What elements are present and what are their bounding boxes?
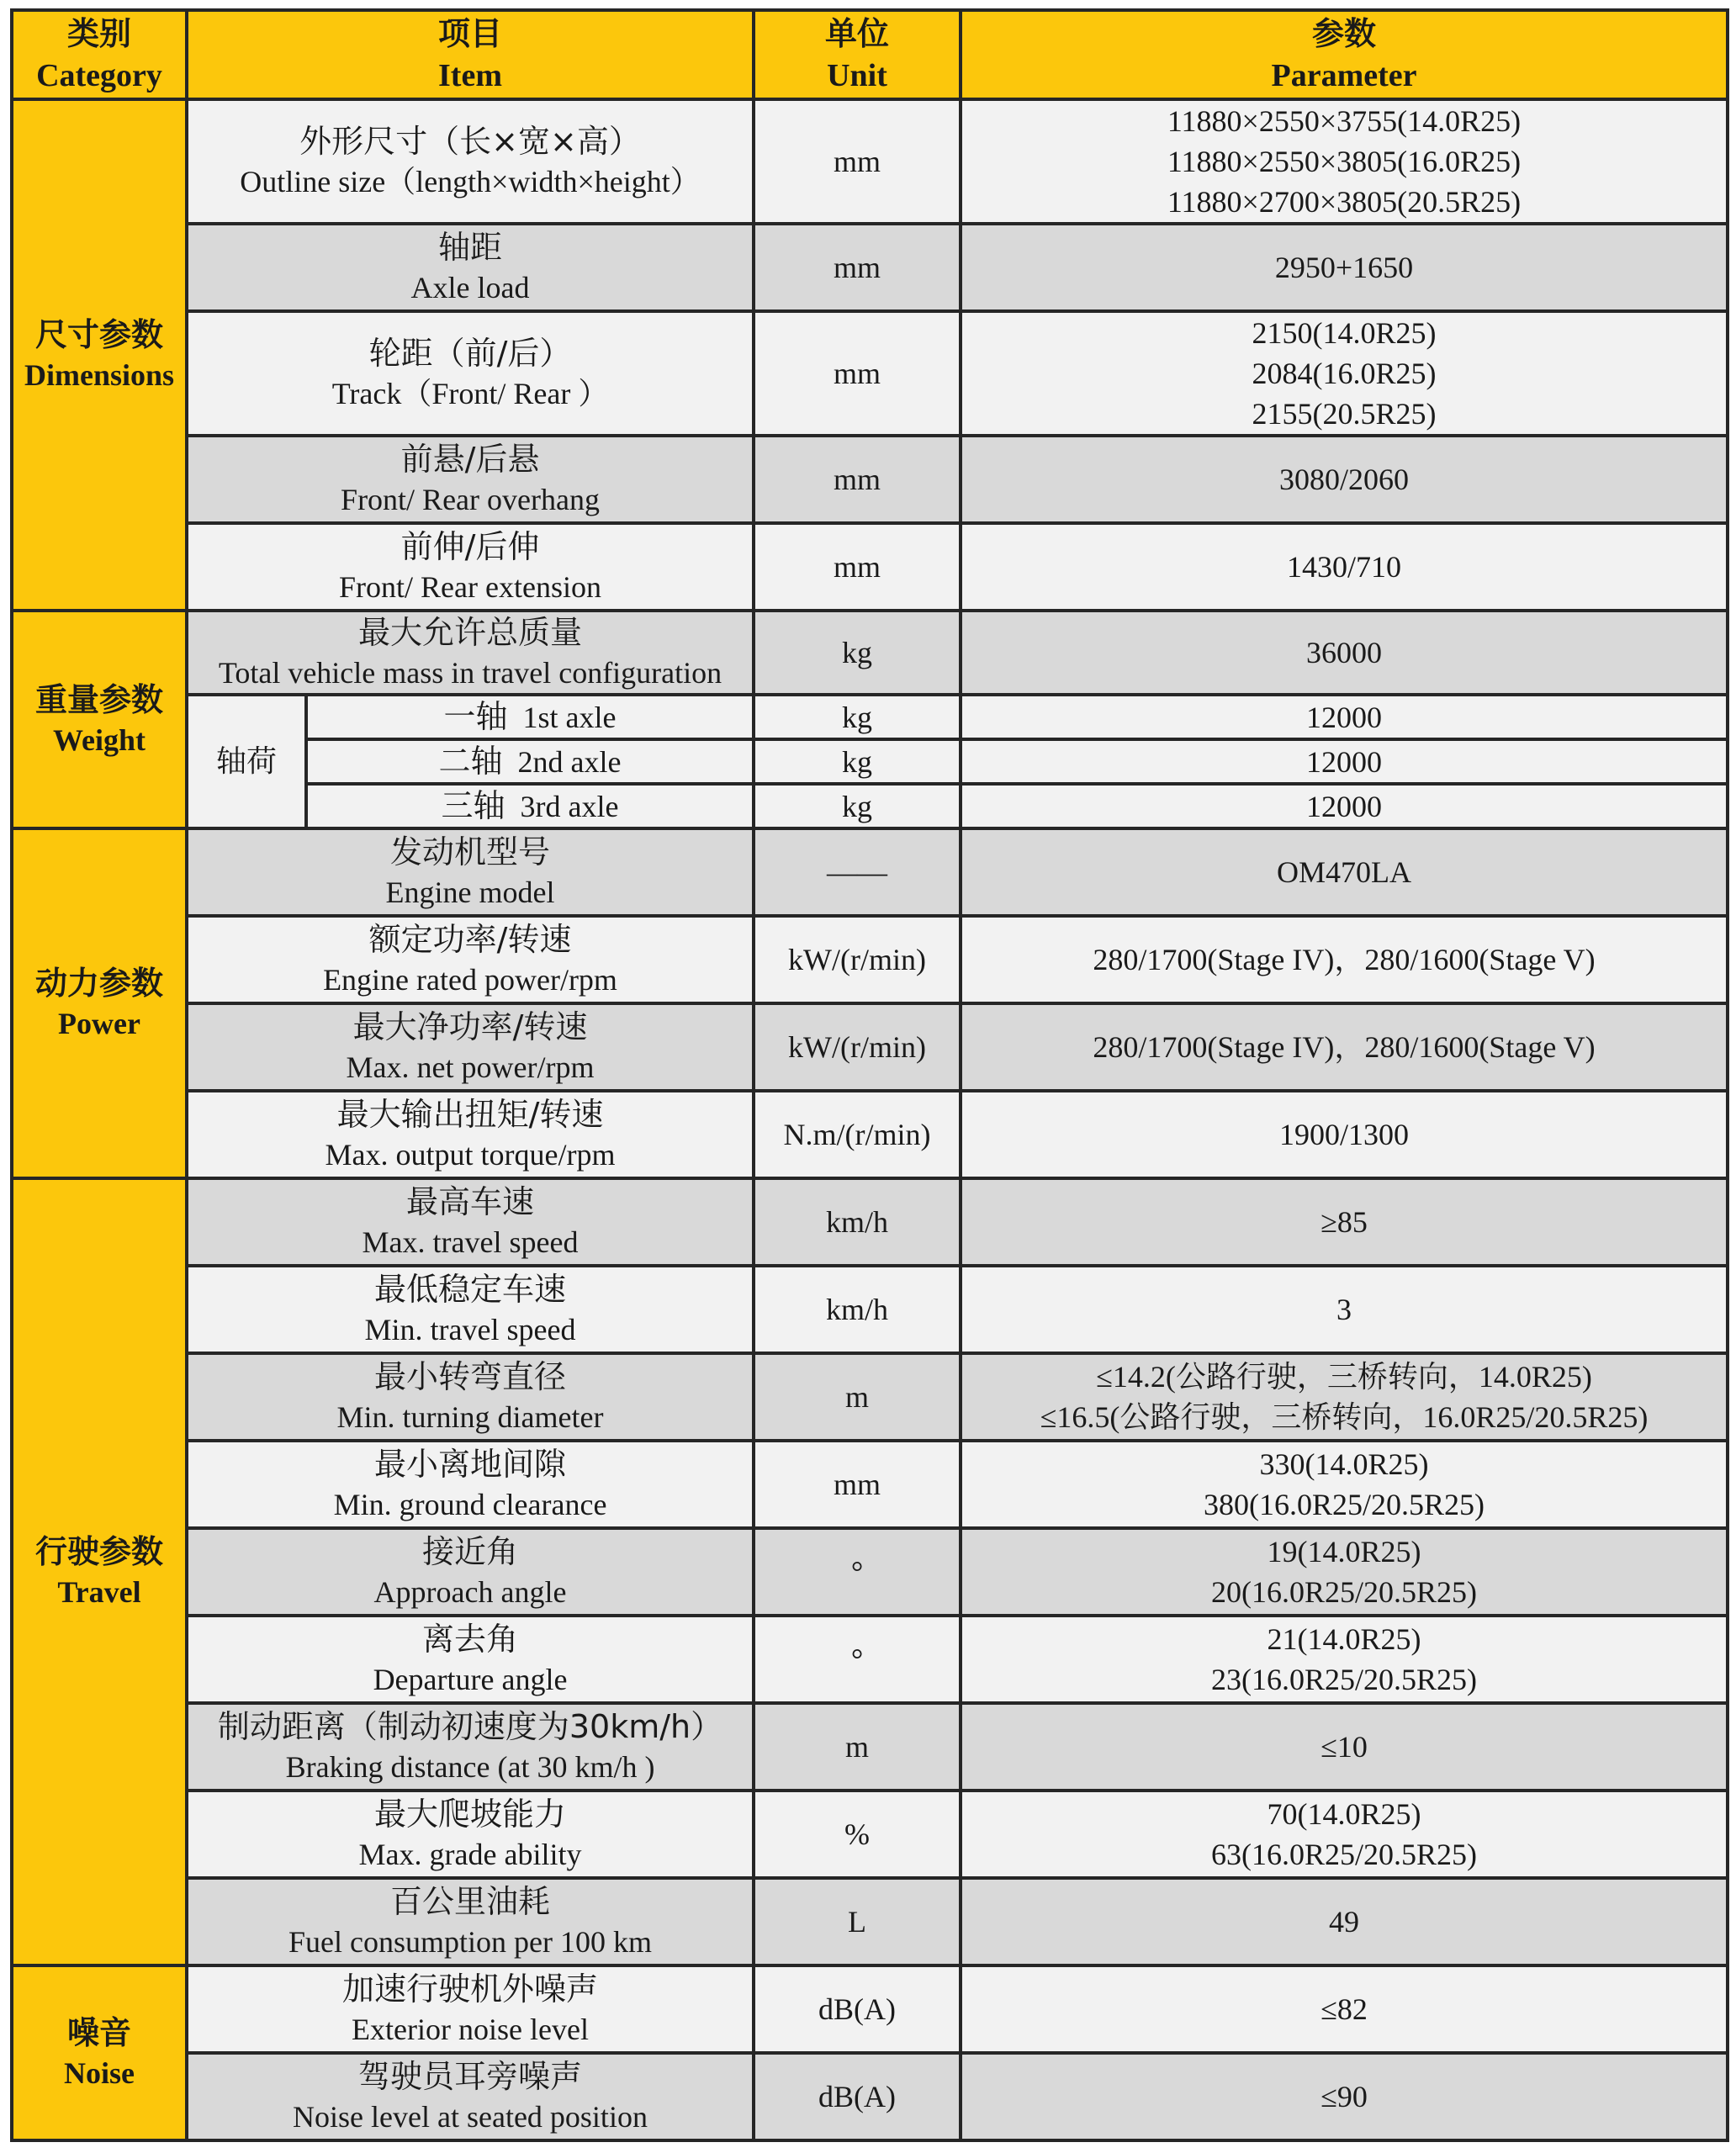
unit-cell: dB(A) [754,2053,961,2140]
unit-cell: ° [754,1528,961,1616]
param-cell: ≤82 [961,1965,1728,2053]
category-travel: 行驶参数 Travel [12,1178,187,1965]
param-cell: 3080/2060 [961,436,1728,523]
item-cell: 制动距离（制动初速度为30km/h） Braking distance (at 30 km/h ) [187,1703,754,1791]
item-cell: 一轴 1st axle [306,695,754,739]
param-cell: 12000 [961,784,1728,828]
unit-cell: % [754,1791,961,1878]
row-overhang [12,436,1728,523]
row-rated-power [12,916,1728,1003]
item-cell: 加速行驶机外噪声 Exterior noise level [187,1965,754,2053]
param-cell: 1430/710 [961,523,1728,611]
param-cell: 280/1700(Stage IV)，280/1600(Stage V) [961,916,1728,1003]
param-cell: 21(14.0R25) 23(16.0R25/20.5R25) [961,1616,1728,1703]
row-net-power [12,1003,1728,1091]
item-cell: 轮距（前/后） Track（Front/ Rear ） [187,311,754,436]
unit-cell: mm [754,99,961,224]
item-cell: 最大允许总质量 Total vehicle mass in travel configuration [187,611,754,695]
item-cell: 轴距 Axle load [187,224,754,311]
category-dimensions: 尺寸参数 Dimensions [12,99,187,611]
row-braking-distance [12,1703,1728,1791]
row-torque [12,1091,1728,1178]
row-axle-distance [12,224,1728,311]
unit-cell: mm [754,436,961,523]
spec-table [10,8,1729,2142]
param-cell: 280/1700(Stage IV)，280/1600(Stage V) [961,1003,1728,1091]
header-item: 项目 Item [187,10,754,99]
param-cell: ≤10 [961,1703,1728,1791]
item-cell: 最高车速 Max. travel speed [187,1178,754,1266]
header-parameter: 参数 Parameter [961,10,1728,99]
param-cell: 11880×2550×3755(14.0R25) 11880×2550×3805(16.0R25) 11880×2700×3805(20.5R25) [961,99,1728,224]
unit-cell: kg [754,695,961,739]
param-cell: 2150(14.0R25) 2084(16.0R25) 2155(20.5R25) [961,311,1728,436]
param-cell: 19(14.0R25) 20(16.0R25/20.5R25) [961,1528,1728,1616]
param-cell: 12000 [961,695,1728,739]
param-cell: 3 [961,1266,1728,1353]
header-unit: 单位 Unit [754,10,961,99]
unit-cell: dB(A) [754,1965,961,2053]
row-total-mass [12,611,1728,695]
param-cell: ≤90 [961,2053,1728,2140]
unit-cell: mm [754,311,961,436]
row-seated-noise [12,2053,1728,2140]
category-weight: 重量参数 Weight [12,611,187,828]
row-grade-ability [12,1791,1728,1878]
item-cell: 发动机型号 Engine model [187,828,754,916]
item-cell: 二轴 2nd axle [306,739,754,784]
unit-cell: mm [754,1441,961,1528]
item-cell: 额定功率/转速 Engine rated power/rpm [187,916,754,1003]
row-exterior-noise [12,1965,1728,2053]
unit-cell: m [754,1703,961,1791]
item-cell: 接近角 Approach angle [187,1528,754,1616]
row-fuel-consumption [12,1878,1728,1965]
row-engine-model [12,828,1728,916]
unit-cell: m [754,1353,961,1441]
row-min-speed [12,1266,1728,1353]
unit-cell: mm [754,224,961,311]
row-departure-angle [12,1616,1728,1703]
category-power: 动力参数 Power [12,828,187,1178]
item-cell: 前伸/后伸 Front/ Rear extension [187,523,754,611]
row-turning-diameter [12,1353,1728,1441]
param-cell: 330(14.0R25) 380(16.0R25/20.5R25) [961,1441,1728,1528]
category-noise: 噪音 Noise [12,1965,187,2140]
item-cell: 三轴 3rd axle [306,784,754,828]
param-cell: 70(14.0R25) 63(16.0R25/20.5R25) [961,1791,1728,1878]
param-cell: 12000 [961,739,1728,784]
header-category: 类别 Category [12,10,187,99]
param-cell: ≤14.2(公路行驶，三桥转向，14.0R25) ≤16.5(公路行驶，三桥转向，16.0R25/20.5R25) [961,1353,1728,1441]
item-cell: 百公里油耗 Fuel consumption per 100 km [187,1878,754,1965]
unit-cell: km/h [754,1178,961,1266]
param-cell: 2950+1650 [961,224,1728,311]
item-cell: 最大爬坡能力 Max. grade ability [187,1791,754,1878]
item-cell: 最小转弯直径 Min. turning diameter [187,1353,754,1441]
param-cell: 1900/1300 [961,1091,1728,1178]
item-cell: 最大输出扭矩/转速 Max. output torque/rpm [187,1091,754,1178]
unit-cell: N.m/(r/min) [754,1091,961,1178]
unit-cell: mm [754,523,961,611]
unit-cell: kg [754,784,961,828]
row-approach-angle [12,1528,1728,1616]
unit-cell: km/h [754,1266,961,1353]
item-cell: 最大净功率/转速 Max. net power/rpm [187,1003,754,1091]
unit-cell: kg [754,739,961,784]
unit-cell: ° [754,1616,961,1703]
item-cell: 驾驶员耳旁噪声 Noise level at seated position [187,2053,754,2140]
item-cell: 离去角 Departure angle [187,1616,754,1703]
param-cell: 36000 [961,611,1728,695]
row-outline-size [12,99,1728,224]
row-extension [12,523,1728,611]
row-max-speed [12,1178,1728,1266]
unit-cell: kg [754,611,961,695]
item-cell: 最低稳定车速 Min. travel speed [187,1266,754,1353]
item-cell: 外形尺寸（长×宽×高） Outline size（length×width×height） [187,99,754,224]
unit-cell: kW/(r/min) [754,916,961,1003]
axle-load-label: 轴荷 [187,695,306,828]
unit-cell: L [754,1878,961,1965]
row-axle1 [12,695,1728,739]
row-track [12,311,1728,436]
param-cell: 49 [961,1878,1728,1965]
unit-cell: kW/(r/min) [754,1003,961,1091]
row-ground-clearance [12,1441,1728,1528]
param-cell: OM470LA [961,828,1728,916]
item-cell: 最小离地间隙 Min. ground clearance [187,1441,754,1528]
header-row [12,10,1728,99]
unit-cell: —— [754,828,961,916]
param-cell: ≥85 [961,1178,1728,1266]
item-cell: 前悬/后悬 Front/ Rear overhang [187,436,754,523]
